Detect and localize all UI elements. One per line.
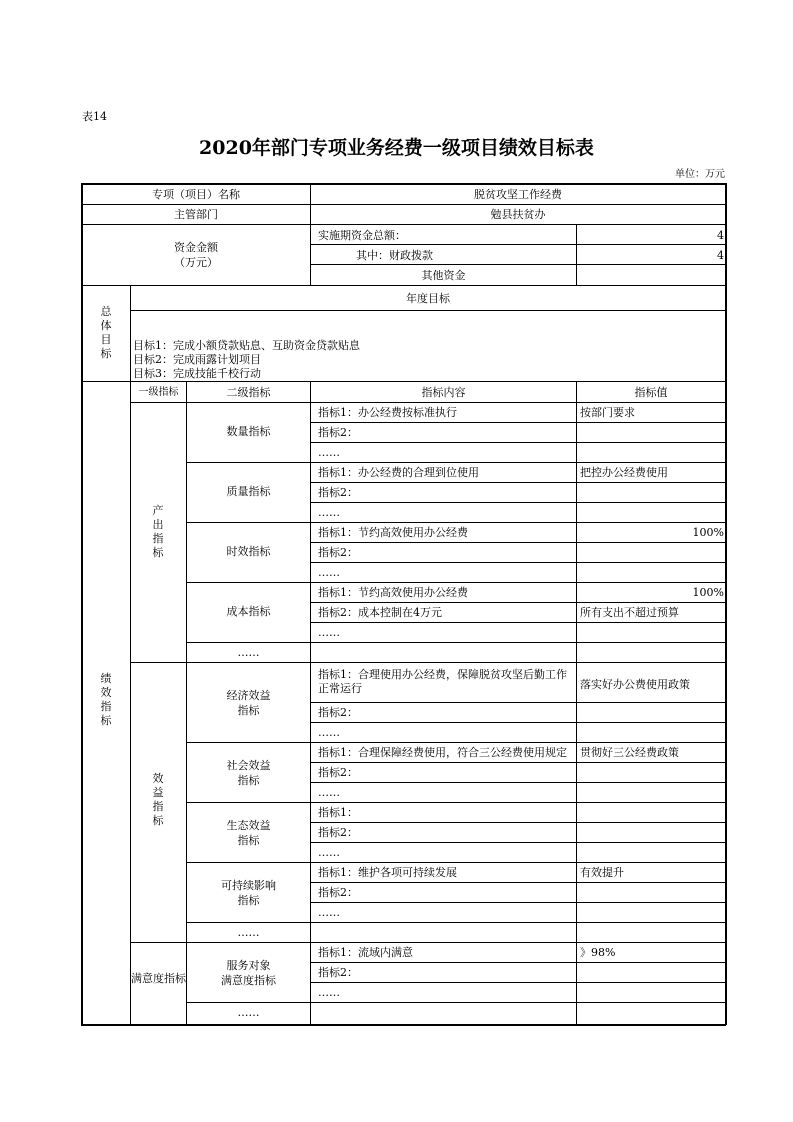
- quality-row3-ellipsis: ……: [318, 506, 340, 519]
- benefit-indicator-label: 效益指标: [152, 772, 164, 827]
- dept-label: 主管部门: [174, 208, 218, 221]
- sustain-row2-content: 指标2：: [318, 886, 358, 899]
- quality-row1-content: 指标1：办公经费的合理到位使用: [318, 466, 479, 479]
- econ-row2-content: 指标2：: [318, 706, 358, 719]
- social-indicator: 社会效益 指标: [226, 759, 271, 787]
- overall-goal-label: 总体目标: [100, 305, 112, 360]
- cost-indicator: 成本指标: [226, 605, 271, 618]
- econ-row1-content: 指标1：合理使用办公经费，保障脱贫攻坚后勤工作正常运行: [318, 668, 567, 695]
- cost-row3-ellipsis: ……: [318, 626, 340, 639]
- sustain-row3-ellipsis: ……: [318, 906, 340, 919]
- social-row1-value: 贯彻好三公经费政策: [580, 746, 679, 759]
- output-indicator-label: 产出指标: [152, 504, 164, 559]
- service-satisfaction-indicator: 服务对象 满意度指标: [221, 959, 276, 987]
- cost-row2-value: 所有支出不超过预算: [580, 606, 679, 619]
- col-content: 指标内容: [421, 386, 466, 399]
- fund-total-value: 4: [717, 229, 724, 242]
- project-name-label: 专项（项目）名称: [152, 188, 240, 201]
- cost-row1-value: 100%: [692, 586, 724, 599]
- econ-row3-ellipsis: ……: [318, 726, 340, 739]
- quality-row1-value: 把控办公经费使用: [580, 466, 668, 479]
- time-indicator: 时效指标: [226, 545, 271, 558]
- time-row1-value: 100%: [692, 526, 724, 539]
- qty-row1-value: 按部门要求: [580, 406, 635, 419]
- qty-row1-content: 指标1：办公经费按标准执行: [318, 406, 457, 419]
- output-ellipsis: ……: [237, 646, 260, 659]
- time-row1-content: 指标1：节约高效使用办公经费: [318, 526, 468, 539]
- annual-goal-label: 年度目标: [406, 292, 450, 305]
- goal-3: 目标3：完成技能千校行动: [133, 367, 261, 380]
- social-row2-content: 指标2：: [318, 766, 358, 779]
- eco-row1-content: 指标1：: [318, 806, 358, 819]
- satisfaction-row1-value: 》98%: [580, 946, 616, 959]
- satisfaction-row3-ellipsis: ……: [318, 986, 340, 999]
- fund-fiscal-value: 4: [717, 249, 724, 262]
- col-value: 指标值: [634, 386, 668, 399]
- social-row1-content: 指标1：合理保障经费使用，符合三公经费使用规定: [318, 746, 567, 759]
- sustain-indicator: 可持续影响 指标: [221, 879, 276, 907]
- satisfaction-row1-content: 指标1：流域内满意: [318, 946, 413, 959]
- quality-indicator: 质量指标: [226, 485, 271, 498]
- qty-indicator: 数量指标: [226, 425, 271, 438]
- fund-fiscal-label: 其中：财政拨款: [356, 249, 433, 262]
- satisfaction-row2-content: 指标2：: [318, 966, 358, 979]
- sustain-row1-value: 有效提升: [580, 866, 624, 879]
- fund-label: 资金金额: [174, 241, 218, 254]
- satisfaction-ellipsis: ……: [237, 1006, 260, 1019]
- goal-2: 目标2：完成雨露计划项目: [133, 353, 261, 366]
- satisfaction-indicator-label: 满意度指标: [131, 972, 186, 985]
- fund-other-label: 其他资金: [421, 269, 466, 282]
- perf-indicator-label: 绩效指标: [100, 672, 112, 727]
- page-title: 2020年部门专项业务经费一级项目绩效目标表: [199, 137, 594, 159]
- dept-value: 勉县扶贫办: [490, 208, 546, 221]
- table-number: 表14: [82, 110, 107, 123]
- fund-total-label: 实施期资金总额：: [318, 229, 406, 242]
- eco-row2-content: 指标2：: [318, 826, 358, 839]
- time-row2-content: 指标2：: [318, 546, 358, 559]
- qty-row3-ellipsis: ……: [318, 446, 340, 459]
- benefit-ellipsis: ……: [237, 926, 260, 939]
- unit-label: 单位：万元: [675, 169, 725, 180]
- quality-row2-content: 指标2：: [318, 486, 358, 499]
- social-row3-ellipsis: ……: [318, 786, 340, 799]
- time-row3-ellipsis: ……: [318, 566, 340, 579]
- eco-indicator: 生态效益 指标: [226, 819, 271, 847]
- econ-indicator: 经济效益 指标: [226, 689, 271, 717]
- goal-1: 目标1：完成小额贷款贴息、互助资金贷款贴息: [133, 339, 360, 352]
- fund-unit: （万元）: [174, 256, 218, 269]
- cost-row1-content: 指标1：节约高效使用办公经费: [318, 586, 468, 599]
- econ-row1-value: 落实好办公费使用政策: [580, 678, 690, 691]
- eco-row3-ellipsis: ……: [318, 846, 340, 859]
- qty-row2-content: 指标2：: [318, 426, 358, 439]
- col-level1: 一级指标: [138, 387, 179, 398]
- col-level2: 二级指标: [226, 386, 271, 399]
- cost-row2-content: 指标2：成本控制在4万元: [318, 606, 442, 619]
- sustain-row1-content: 指标1：维护各项可持续发展: [318, 866, 457, 879]
- project-name-value: 脱贫攻坚工作经费: [474, 188, 562, 201]
